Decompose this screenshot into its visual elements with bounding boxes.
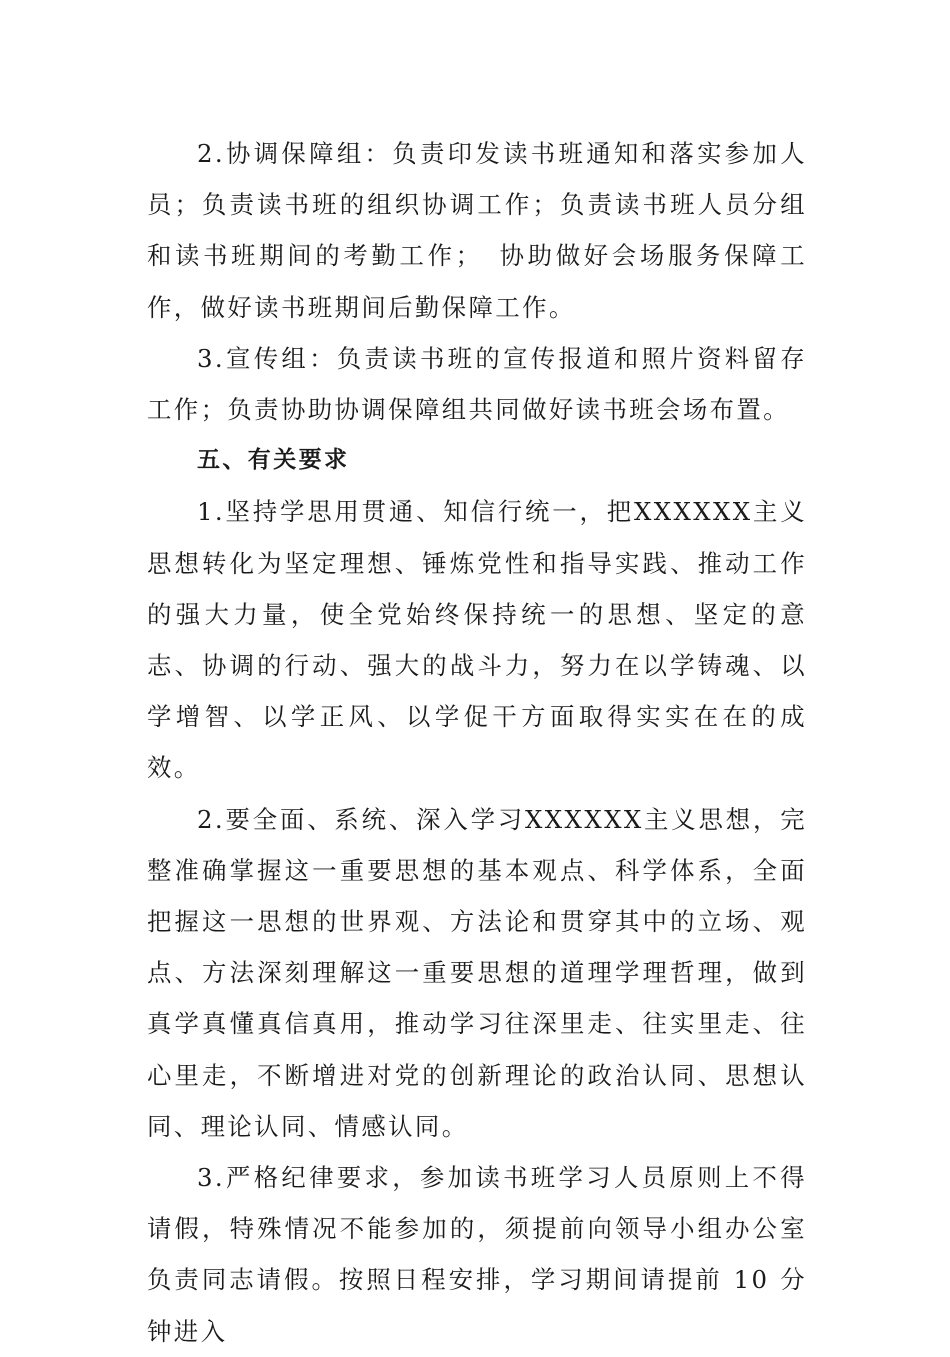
paragraph-requirement-2: 2.要全面、系统、深入学习XXXXXX主义思想，完整准确掌握这一重要思想的基本观点、科学体系，全面把握这一思想的世界观、方法论和贯穿其中的立场、观点、方法深刻理解这一重要思想的道理学理哲理，做到真学真懂真信真用，推动学习往深里走、往实里走、往心里走，不断增进对党的创新理论的政治认同、思想认同、理论认同、情感认同。 xyxy=(147,804,807,1141)
paragraph-requirement-1: 1.坚持学思用贯通、知信行统一，把XXXXXX主义思想转化为坚定理想、锤炼党性和指导实践、推动工作的强大力量，使全党始终保持统一的思想、坚定的意志、协调的行动、强大的战斗力，努力在以学铸魂、以学增智、以学正风、以学促干方面取得实实在在的成效。 xyxy=(147,497,807,783)
paragraph-requirement-3: 3.严格纪律要求，参加读书班学习人员原则上不得请假，特殊情况不能参加的，须提前向领导小组办公室负责同志请假。按照日程安排，学习期间请提前 10 分钟进入 xyxy=(147,1163,807,1346)
paragraph-publicity-group: 3.宣传组：负责读书班的宣传报道和照片资料留存工作；负责协助协调保障组共同做好读书班会场布置。 xyxy=(147,343,807,425)
document-body xyxy=(147,128,807,1357)
section-heading-requirements: 五、有关要求 xyxy=(197,447,350,474)
paragraph-coordination-group: 2.协调保障组：负责印发读书班通知和落实参加人员；负责读书班的组织协调工作；负责读书班人员分组和读书班期间的考勤工作； 协助做好会场服务保障工作，做好读书班期间后勤保障工作。 xyxy=(147,139,807,322)
